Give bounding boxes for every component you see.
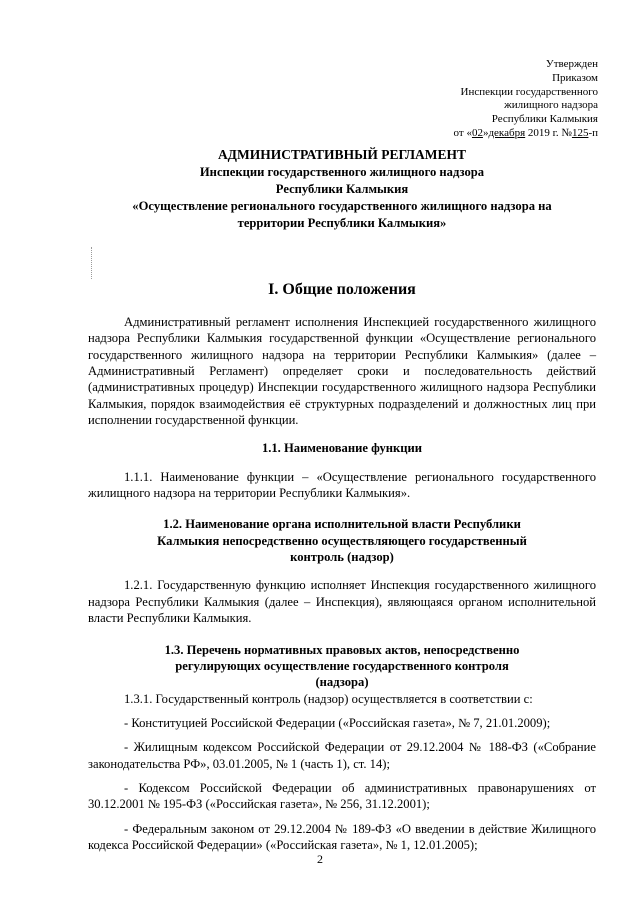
order-number: 125 — [571, 126, 589, 139]
heading-line: 1.3. Перечень нормативных правовых актов, непосредственно — [164, 642, 520, 657]
section-heading: I. Общие положения — [268, 281, 416, 298]
date-month: декабря — [488, 126, 526, 139]
document-title: АДМИНИСТРАТИВНЫЙ РЕГЛАМЕНТ — [217, 147, 467, 162]
document-body — [88, 280, 596, 854]
heading-line: контроль (надзор) — [290, 550, 394, 565]
subsection-heading-1-2 — [88, 516, 596, 565]
approval-line: жилищного надзора — [504, 99, 598, 112]
heading-line: Калмыкия непосредственно осуществляющего государственный — [157, 533, 527, 548]
date-year: 2019 г. № — [525, 126, 572, 139]
subsection-heading-1-1: 1.1. Наименование функции — [261, 441, 423, 456]
page-number: 2 — [317, 852, 323, 866]
order-suffix: -п — [588, 126, 598, 139]
list-item: - Жилищным кодексом Российской Федерации от 29.12.2004 № 188-ФЗ («Собрание законодательства РФ», 03.01.2005, № 1 (часть 1), ст. 14); — [88, 740, 596, 771]
title-line: территории Республики Калмыкия» — [237, 216, 447, 231]
approval-line: Инспекции государственного — [460, 85, 598, 98]
approval-stamp — [454, 58, 598, 141]
list-item: - Конституцией Российской Федерации («Российская газета», № 7, 21.01.2009); — [124, 715, 551, 730]
title-line: Республики Калмыкия — [275, 182, 409, 197]
approval-date — [454, 127, 598, 141]
heading-line: 1.2. Наименование органа исполнительной власти Республики — [163, 517, 521, 532]
intro-paragraph: Административный регламент исполнения Инспекцией государственного жилищного надзора Республики Калмыкия государственной функции «Осуществление регионального государственного жилищного надзора на территории Республики Калмыкия» (далее – Административный Регламент) определяет сроки и последовательность действий (административных процедур) Инспекции государственного жилищного надзора Республики Калмыкия, порядок взаимодействия её структурных подразделений и должностных лиц при исполнении государственной функции. — [88, 314, 596, 427]
heading-line: регулирующих осуществление государственного контроля — [175, 658, 509, 673]
approval-line: Приказом — [552, 71, 598, 84]
heading-line: (надзора) — [315, 675, 369, 690]
document-title-block — [88, 146, 596, 232]
paragraph-1-1-1: 1.1.1. Наименование функции – «Осуществление регионального государственного жилищного надзора на территории Республики Калмыкия». — [88, 469, 596, 501]
date-prefix: от « — [453, 126, 472, 139]
date-mid: » — [482, 126, 489, 139]
approval-line: Республики Калмыкия — [491, 113, 598, 125]
title-line: Инспекции государственного жилищного надзора — [199, 165, 485, 180]
paragraph-1-3-1: 1.3.1. Государственный контроль (надзор) осуществляется в соответствии с: — [124, 691, 533, 706]
approval-line: Утвержден — [545, 58, 598, 70]
list-item: - Кодексом Российской Федерации об административных правонарушениях от 30.12.2001 № 195-ФЗ («Российская газета», № 256, 31.12.2001); — [88, 781, 596, 812]
paragraph-1-2-1: 1.2.1. Государственную функцию исполняет Инспекция государственного жилищного надзора Республики Калмыкия (далее – Инспекция), являющаяся органом исполнительной власти Республики Калмыкия. — [88, 578, 596, 626]
margin-mark — [91, 247, 92, 279]
title-line: «Осуществление регионального государственного жилищного надзора на — [132, 199, 552, 214]
date-day: 02 — [471, 126, 483, 139]
list-item: - Федеральным законом от 29.12.2004 № 189-ФЗ «О введении в действие Жилищного кодекса Российской Федерации» («Российская газета», № 1, 12.01.2005); — [88, 821, 596, 853]
subsection-heading-1-3 — [88, 642, 596, 691]
